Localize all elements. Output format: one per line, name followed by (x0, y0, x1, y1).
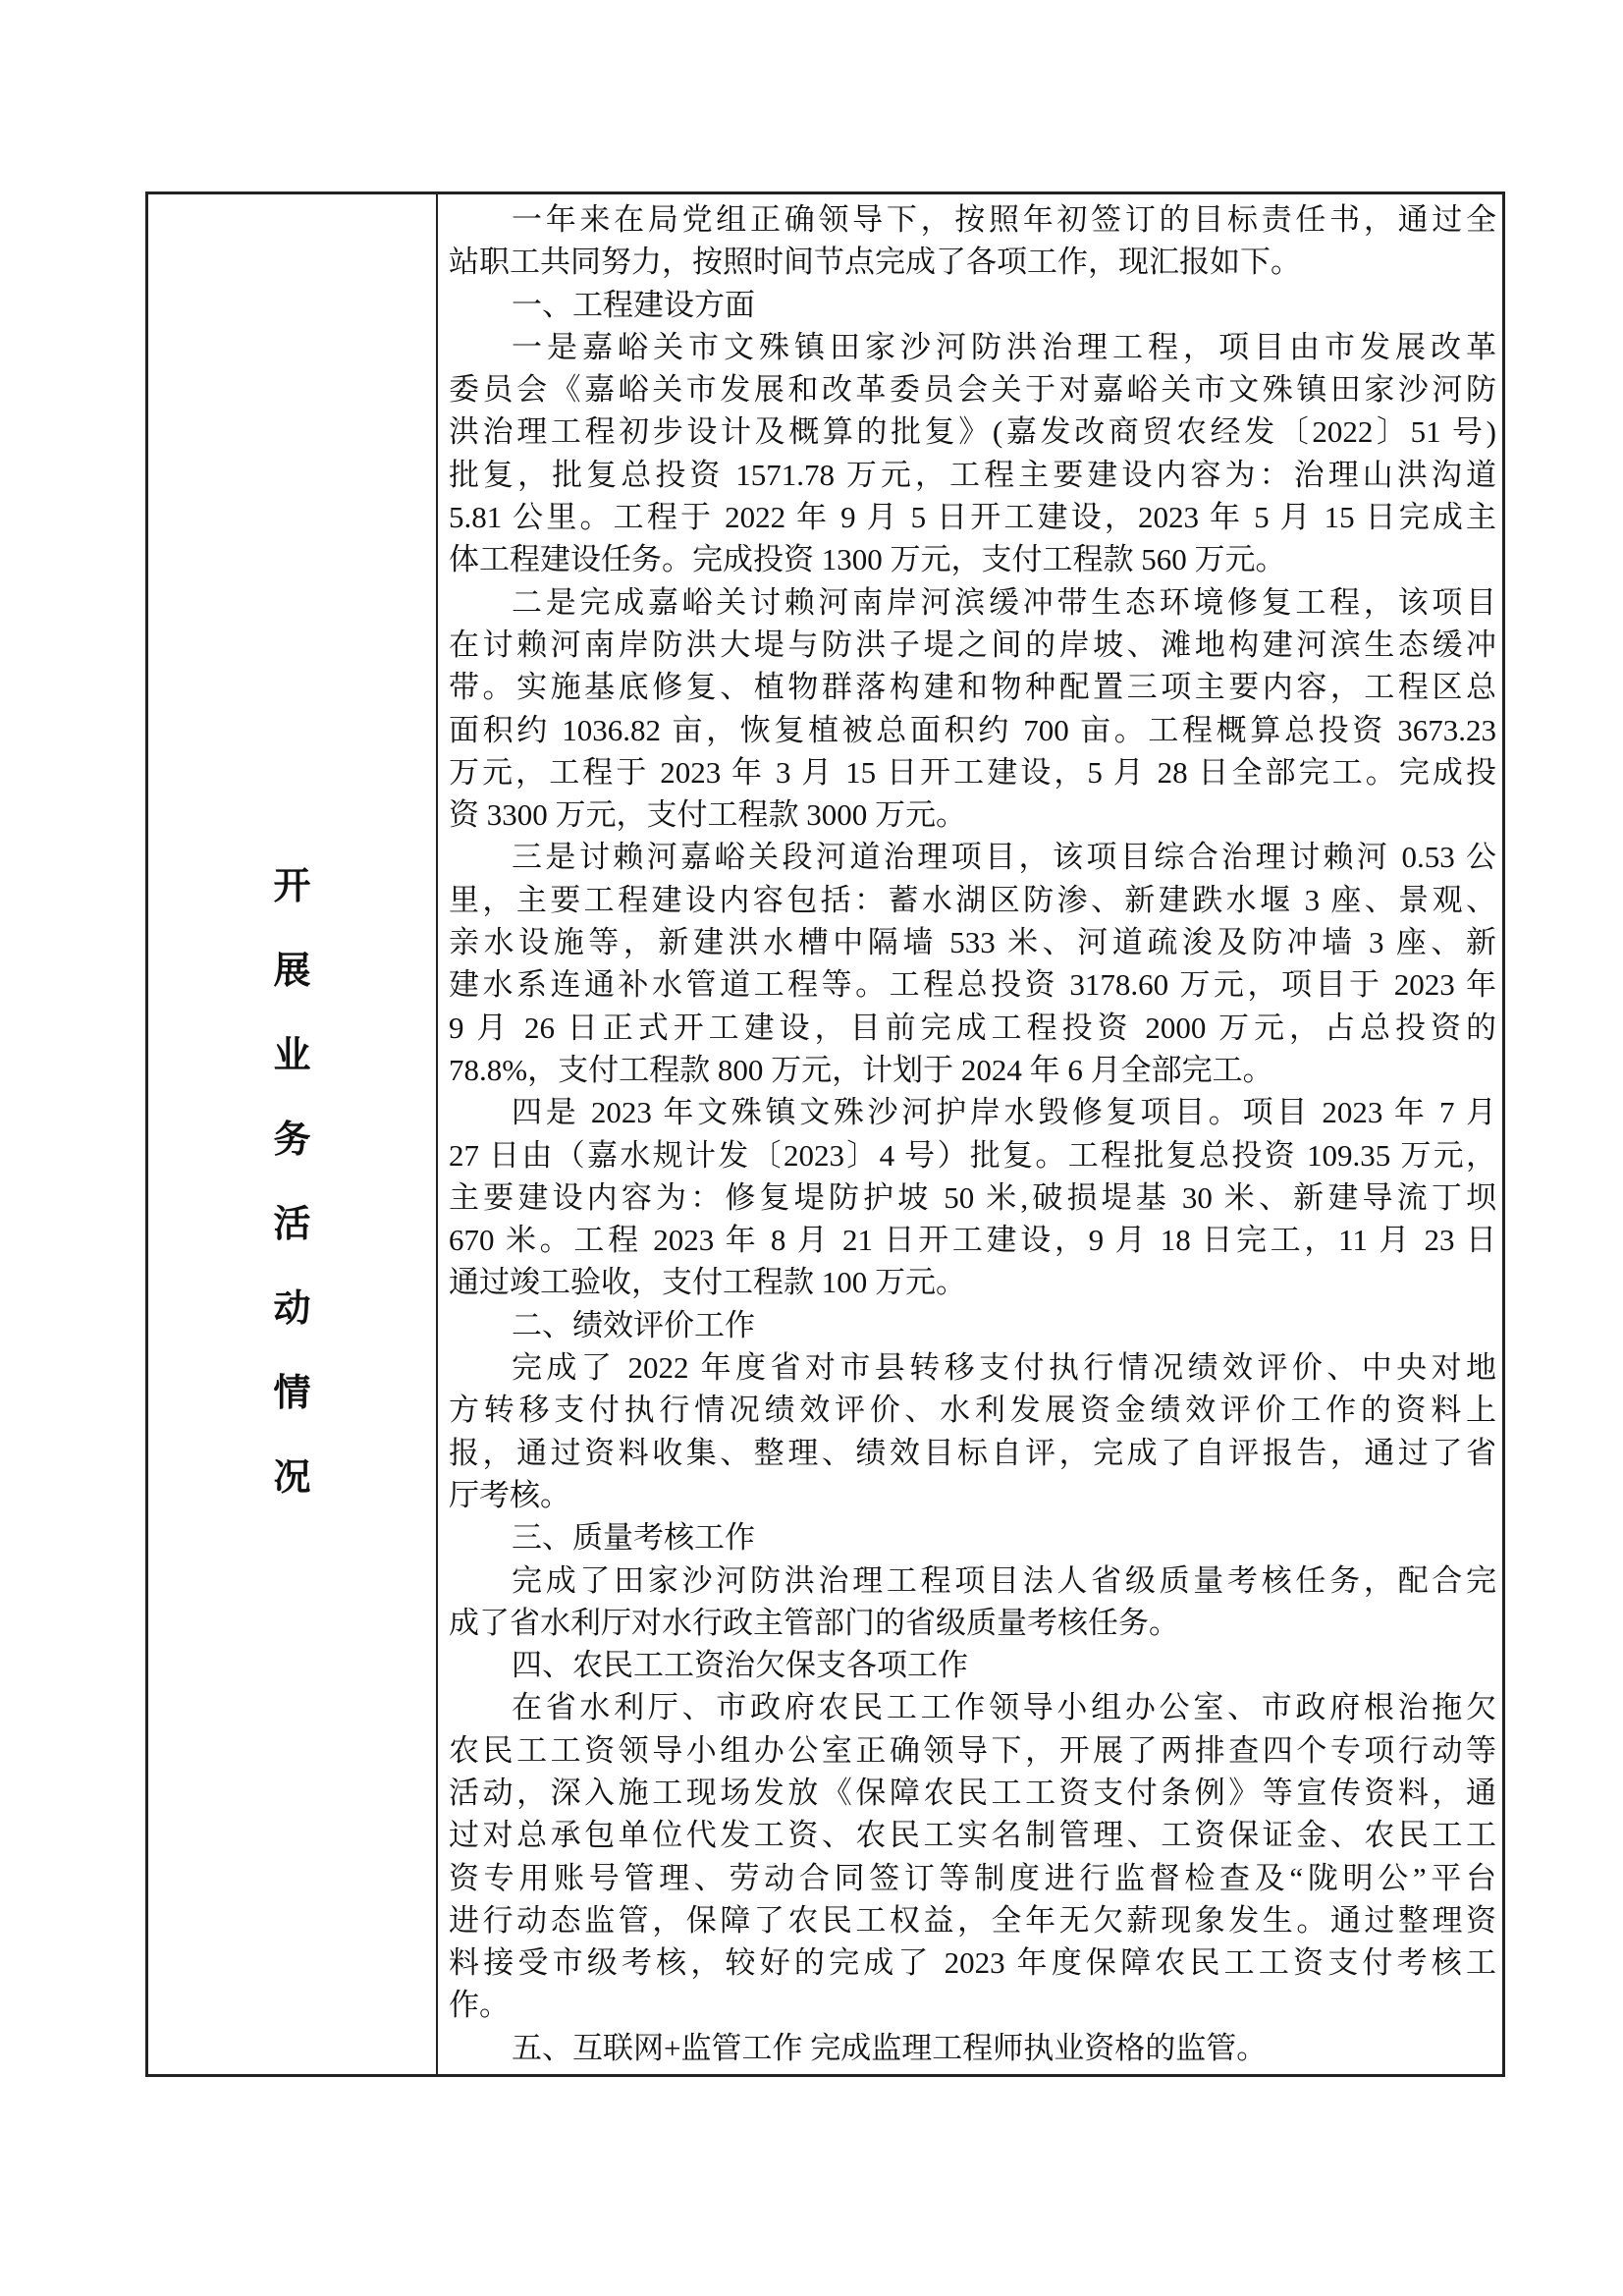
text-line: 670 米。工程 2023 年 8 月 21 日开工建设，9 月 18 日完工，11 月 23 日 (449, 1223, 1496, 1258)
text-line: 完成了田家沙河防洪治理工程项目法人省级质量考核任务，配合完 (512, 1562, 1496, 1598)
row-label-char: 动 (273, 1288, 311, 1330)
row-label-char: 活 (273, 1204, 311, 1245)
report-content (449, 198, 1496, 2069)
text-line: 洪治理工程初步设计及概算的批复》(嘉发改商贸农经发〔2022〕51 号) (449, 414, 1496, 450)
row-label-business-activities (148, 845, 436, 1520)
text-line: 四是 2023 年文殊镇文殊沙河护岸水毁修复项目。项目 2023 年 7 月 (512, 1095, 1496, 1130)
text-line: 厅考核。 (449, 1477, 570, 1512)
text-line: 通过竣工验收，支付工程款 100 万元。 (449, 1265, 966, 1300)
text-line: 在省水利厅、市政府农民工工作领导小组办公室、市政府根治拖欠 (512, 1690, 1496, 1725)
text-line: 站职工共同努力，按照时间节点完成了各项工作，现汇报如下。 (449, 245, 1301, 280)
row-label-char: 开 (273, 866, 311, 907)
text-line: 里，主要工程建设内容包括：蓄水湖区防渗、新建跌水堰 3 座、景观、 (449, 882, 1496, 917)
text-line: 五、互联网+监管工作 完成监理工程师执业资格的监管。 (512, 2030, 1268, 2065)
text-line: 一、工程建设方面 (512, 287, 755, 322)
text-line: 5.81 公里。工程于 2022 年 9 月 5 日开工建设，2023 年 5 月 15 日完成主 (449, 500, 1496, 535)
row-label-char: 业 (273, 1035, 311, 1076)
text-line: 一是嘉峪关市文殊镇田家沙河防洪治理工程，项目由市发展改革 (512, 329, 1496, 364)
text-line: 二是完成嘉峪关讨赖河南岸河滨缓冲带生态环境修复工程，该项目 (512, 584, 1496, 620)
text-line: 建水系连通补水管道工程等。工程总投资 3178.60 万元，项目于 2023 年 (449, 967, 1496, 1003)
text-line: 78.8%，支付工程款 800 万元，计划于 2024 年 6 月全部完工。 (449, 1052, 1273, 1087)
text-line: 27 日由（嘉水规计发〔2023〕4 号）批复。工程批复总投资 109.35 万元， (449, 1137, 1496, 1173)
column-divider (436, 194, 438, 2074)
text-line: 料接受市级考核，较好的完成了 2023 年度保障农民工工资支付考核工 (449, 1945, 1496, 1981)
text-line: 在讨赖河南岸防洪大堤与防洪子堤之间的岸坡、滩地构建河滨生态缓冲 (449, 627, 1496, 662)
text-line: 万元，工程于 2023 年 3 月 15 日开工建设，5 月 28 日全部完工。完成投 (449, 754, 1496, 790)
text-line: 三、质量考核工作 (512, 1520, 755, 1556)
text-line: 活动，深入施工现场发放《保障农民工工资支付条例》等宣传资料，通 (449, 1775, 1496, 1810)
text-line: 四、农民工工资治欠保支各项工作 (512, 1648, 968, 1683)
text-line: 带。实施基底修复、植物群落构建和物种配置三项主要内容，工程区总 (449, 670, 1496, 705)
text-line: 完成了 2022 年度省对市县转移支付执行情况绩效评价、中央对地 (512, 1350, 1496, 1386)
text-line: 资 3300 万元，支付工程款 3000 万元。 (449, 797, 966, 833)
text-line: 一年来在局党组正确领导下，按照年初签订的目标责任书，通过全 (512, 202, 1496, 237)
report-table (145, 191, 1505, 2077)
text-line: 农民工工资领导小组办公室正确领导下，开展了两排查四个专项行动等 (449, 1732, 1496, 1768)
text-line: 批复，批复总投资 1571.78 万元，工程主要建设内容为：治理山洪沟道 (449, 457, 1496, 492)
text-line: 主要建设内容为：修复堤防护坡 50 米,破损堤基 30 米、新建导流丁坝 (449, 1179, 1496, 1215)
text-line: 面积约 1036.82 亩，恢复植被总面积约 700 亩。工程概算总投资 3673.23 (449, 712, 1496, 747)
text-line: 二、绩效评价工作 (512, 1307, 755, 1342)
text-line: 资专用账号管理、劳动合同签订等制度进行监督检查及“陇明公”平台 (449, 1860, 1496, 1895)
text-line: 9 月 26 日正式开工建设，目前完成工程投资 2000 万元，占总投资的 (449, 1010, 1496, 1045)
row-label-char: 情 (273, 1373, 311, 1414)
row-label-char: 况 (273, 1457, 311, 1499)
text-line: 体工程建设任务。完成投资 1300 万元，支付工程款 560 万元。 (449, 542, 1286, 577)
text-line: 亲水设施等，新建洪水槽中隔墙 533 米、河道疏浚及防冲墙 3 座、新 (449, 925, 1496, 960)
text-line: 委员会《嘉峪关市发展和改革委员会关于对嘉峪关市文殊镇田家沙河防 (449, 372, 1496, 408)
text-line: 报，通过资料收集、整理、绩效目标自评，完成了自评报告，通过了省 (449, 1435, 1496, 1470)
row-label-char: 务 (273, 1120, 311, 1161)
row-label-char: 展 (273, 951, 311, 992)
text-line: 三是讨赖河嘉峪关段河道治理项目，该项目综合治理讨赖河 0.53 公 (512, 840, 1496, 875)
text-line: 成了省水利厅对水行政主管部门的省级质量考核任务。 (449, 1605, 1179, 1640)
text-line: 作。 (449, 1988, 510, 2023)
text-line: 过对总承包单位代发工资、农民工实名制管理、工资保证金、农民工工 (449, 1818, 1496, 1853)
text-line: 方转移支付执行情况绩效评价、水利发展资金绩效评价工作的资料上 (449, 1393, 1496, 1428)
text-line: 进行动态监管，保障了农民工权益，全年无欠薪现象发生。通过整理资 (449, 1902, 1496, 1938)
